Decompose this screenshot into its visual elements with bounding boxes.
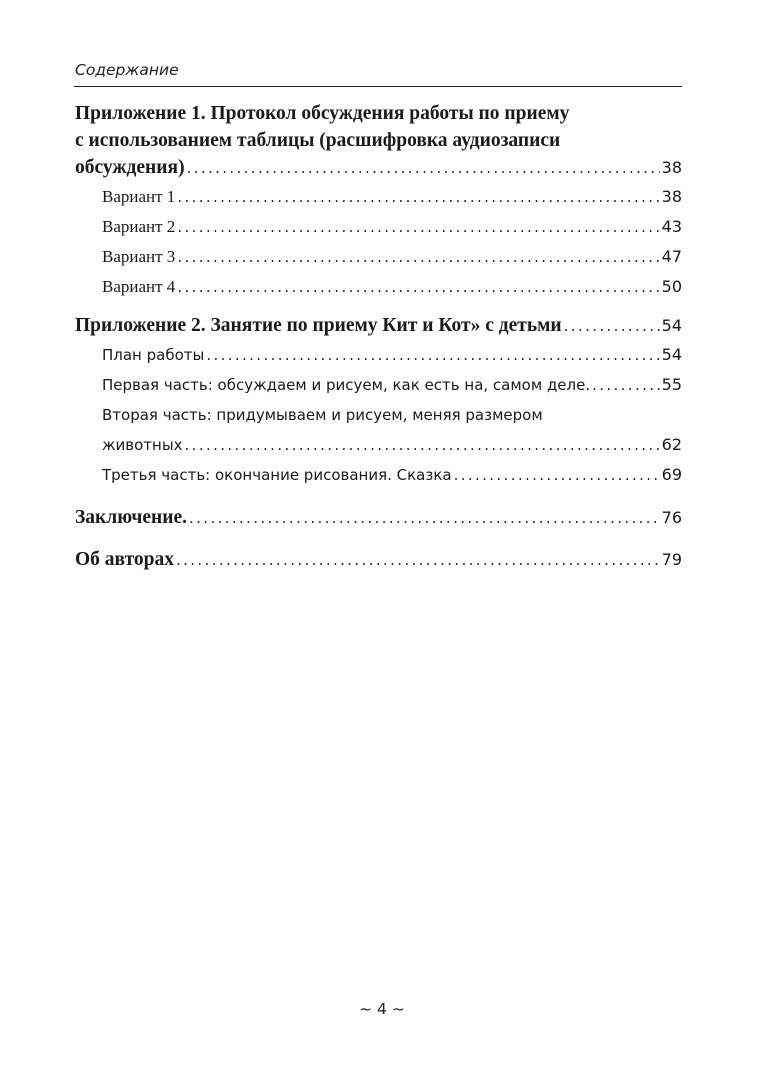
spacer <box>75 490 682 504</box>
page-number: 69 <box>661 465 682 484</box>
dot-leader <box>185 430 660 460</box>
dot-leader <box>454 460 660 490</box>
dot-leader <box>176 547 660 574</box>
page-number: 54 <box>661 316 682 335</box>
page-number: 79 <box>661 550 682 569</box>
toc-entry-variant-2[interactable] <box>75 212 682 242</box>
dot-leader <box>177 242 659 272</box>
toc-entry-title-line: с использованием таблицы (расшифровка аудиозаписи <box>75 130 561 151</box>
toc-entry-title: Приложение 2. Занятие по приему Кит и Кот» с детьми <box>75 315 562 336</box>
toc-entry-part-2[interactable] <box>75 400 682 460</box>
toc-entry-title-line: Приложение 1. Протокол обсуждения работы по приему <box>75 103 570 124</box>
dot-leader <box>177 212 659 242</box>
toc-entry-label-line: животных <box>102 436 183 454</box>
page-footer-number: ~ 4 ~ <box>359 1000 405 1018</box>
toc-entry-appendix-1[interactable] <box>75 100 682 182</box>
toc-entry-part-1[interactable] <box>75 370 682 400</box>
page-number: 38 <box>661 187 682 206</box>
toc-entry-label: Первая часть: обсуждаем и рисуем, как есть на, самом деле. <box>102 376 591 394</box>
table-of-contents <box>75 100 682 574</box>
spacer <box>75 302 682 312</box>
toc-entry-title: Заключение. <box>75 507 188 528</box>
dot-leader <box>564 313 660 340</box>
dot-leader <box>187 155 660 182</box>
toc-entry-label: План работы <box>102 346 205 364</box>
toc-entry-work-plan[interactable] <box>75 340 682 370</box>
toc-entry-authors[interactable] <box>75 546 682 574</box>
page-number: 54 <box>661 345 682 364</box>
dot-leader <box>206 340 659 370</box>
page-number: 47 <box>661 247 682 266</box>
toc-entry-variant-4[interactable] <box>75 272 682 302</box>
spacer <box>75 532 682 546</box>
toc-entry-part-3[interactable] <box>75 460 682 490</box>
toc-entry-label: Вариант 1 <box>102 187 176 206</box>
toc-entry-variant-3[interactable] <box>75 242 682 272</box>
toc-entry-label: Вариант 4 <box>102 277 176 296</box>
running-header: Содержание <box>75 61 179 79</box>
header-divider <box>74 86 682 87</box>
page-number: 62 <box>661 435 682 454</box>
page-number: 55 <box>661 375 682 394</box>
toc-entry-label: Вариант 3 <box>102 247 176 266</box>
toc-entry-title: Об авторах <box>75 549 175 570</box>
toc-entry-conclusion[interactable] <box>75 504 682 532</box>
dot-leader <box>592 370 660 400</box>
toc-entry-label-line: Вторая часть: придумываем и рисуем, меняя размером <box>102 406 543 424</box>
dot-leader <box>189 505 660 532</box>
page-number: 43 <box>661 217 682 236</box>
page-number: 50 <box>661 277 682 296</box>
dot-leader <box>177 272 659 302</box>
page-number: 76 <box>661 508 682 527</box>
toc-entry-label: Третья часть: окончание рисования. Сказка <box>102 466 452 484</box>
toc-entry-title-line: обсуждения) <box>75 157 185 178</box>
toc-entry-label: Вариант 2 <box>102 217 176 236</box>
page-number: 38 <box>661 158 682 177</box>
toc-entry-variant-1[interactable] <box>75 182 682 212</box>
dot-leader <box>177 182 659 212</box>
toc-entry-appendix-2[interactable] <box>75 312 682 340</box>
